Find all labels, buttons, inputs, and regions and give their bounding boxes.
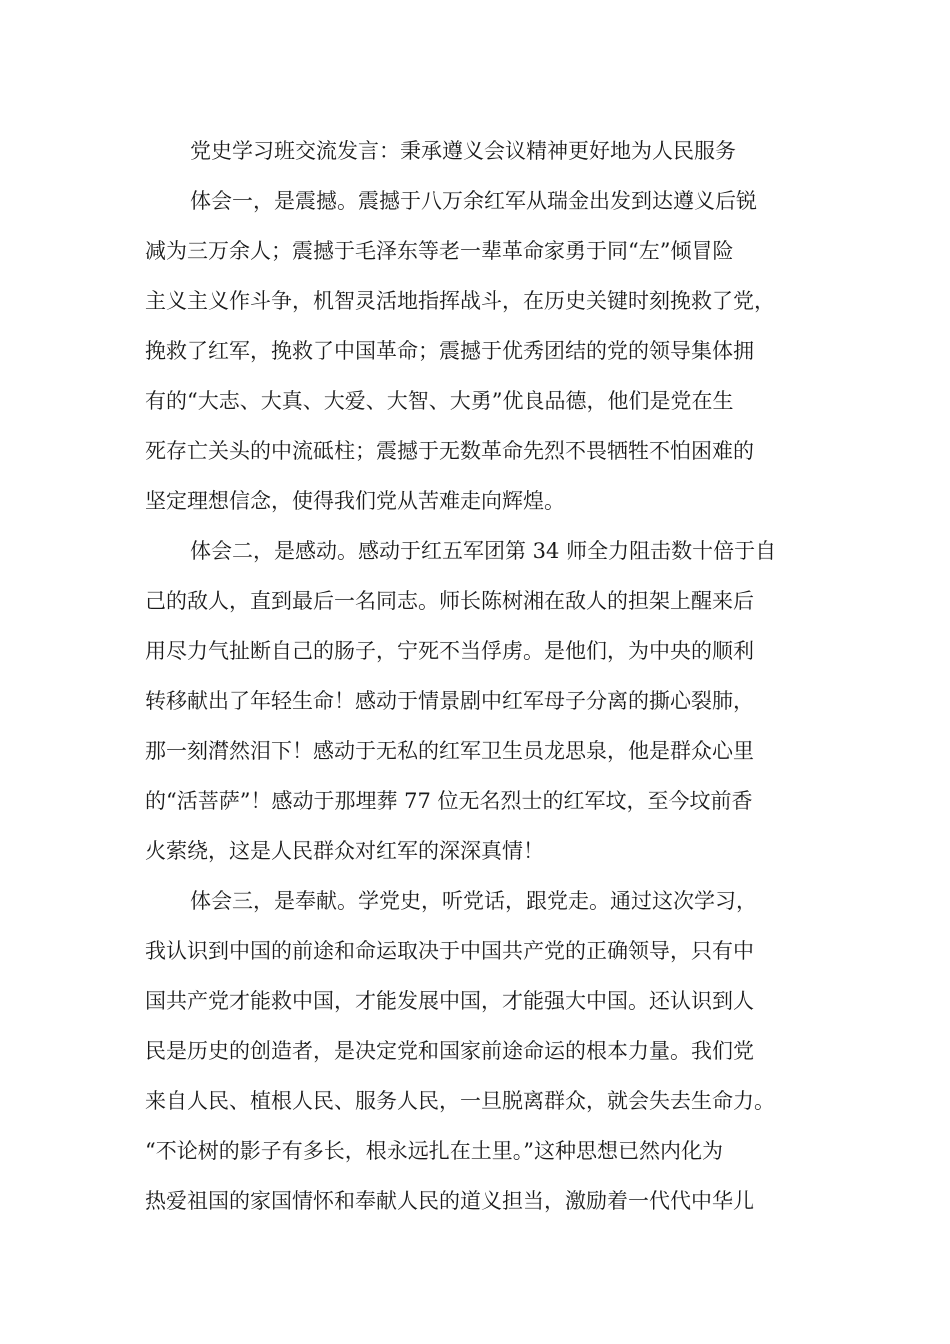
- paragraph-line: 用尽力气扯断自己的肠子，宁死不当俘虏。是他们，为中央的顺利: [145, 639, 754, 663]
- paragraph-line: 体会二，是感动。感动于红五军团第 34 师全力阻击数十倍于自: [190, 539, 777, 563]
- paragraph-line: 那一刻潸然泪下！感动于无私的红军卫生员龙思泉，他是群众心里: [145, 739, 754, 763]
- paragraph-line: 己的敌人，直到最后一名同志。师长陈树湘在敌人的担架上醒来后: [145, 589, 754, 613]
- paragraph-line: 火萦绕，这是人民群众对红军的深深真情！: [145, 839, 544, 863]
- paragraph-line: 坚定理想信念，使得我们党从苦难走向辉煌。: [145, 489, 565, 513]
- paragraph-line: 我认识到中国的前途和命运取决于中国共产党的正确领导，只有中: [145, 939, 754, 963]
- paragraph-line: 民是历史的创造者，是决定党和国家前途命运的根本力量。我们党: [145, 1039, 754, 1063]
- paragraph-line: “不论树的影子有多长，根永远扎在土里。”这种思想已然内化为: [145, 1139, 723, 1163]
- paragraph-line: 国共产党才能救中国，才能发展中国，才能强大中国。还认识到人: [145, 989, 754, 1013]
- paragraph-line: 转移献出了年轻生命！感动于情景剧中红军母子分离的撕心裂肺，: [145, 689, 754, 713]
- paragraph-line: 挽救了红军，挽救了中国革命；震撼于优秀团结的党的领导集体拥: [145, 339, 754, 363]
- paragraph-line: 有的“大志、大真、大爱、大智、大勇”优良品德，他们是党在生: [145, 389, 734, 413]
- document-title: 党史学习班交流发言：秉承遵义会议精神更好地为人民服务: [190, 139, 736, 163]
- paragraph-line: 主义主义作斗争，机智灵活地指挥战斗，在历史关键时刻挽救了党，: [145, 289, 775, 313]
- paragraph-line: 热爱祖国的家国情怀和奉献人民的道义担当，激励着一代代中华儿: [145, 1189, 754, 1213]
- paragraph-line: 死存亡关头的中流砥柱；震撼于无数革命先烈不畏牺牲不怕困难的: [145, 439, 754, 463]
- paragraph-line: 减为三万余人；震撼于毛泽东等老一辈革命家勇于同“左”倾冒险: [145, 239, 734, 263]
- paragraph-line: 体会一，是震撼。震撼于八万余红军从瑞金出发到达遵义后锐: [190, 189, 757, 213]
- paragraph-line: 来自人民、植根人民、服务人民，一旦脱离群众，就会失去生命力。: [145, 1089, 775, 1113]
- paragraph-line: 的“活菩萨”！感动于那埋葬 77 位无名烈士的红军坟，至今坟前香: [145, 789, 753, 813]
- paragraph-line: 体会三，是奉献。学党史，听党话，跟党走。通过这次学习，: [190, 889, 757, 913]
